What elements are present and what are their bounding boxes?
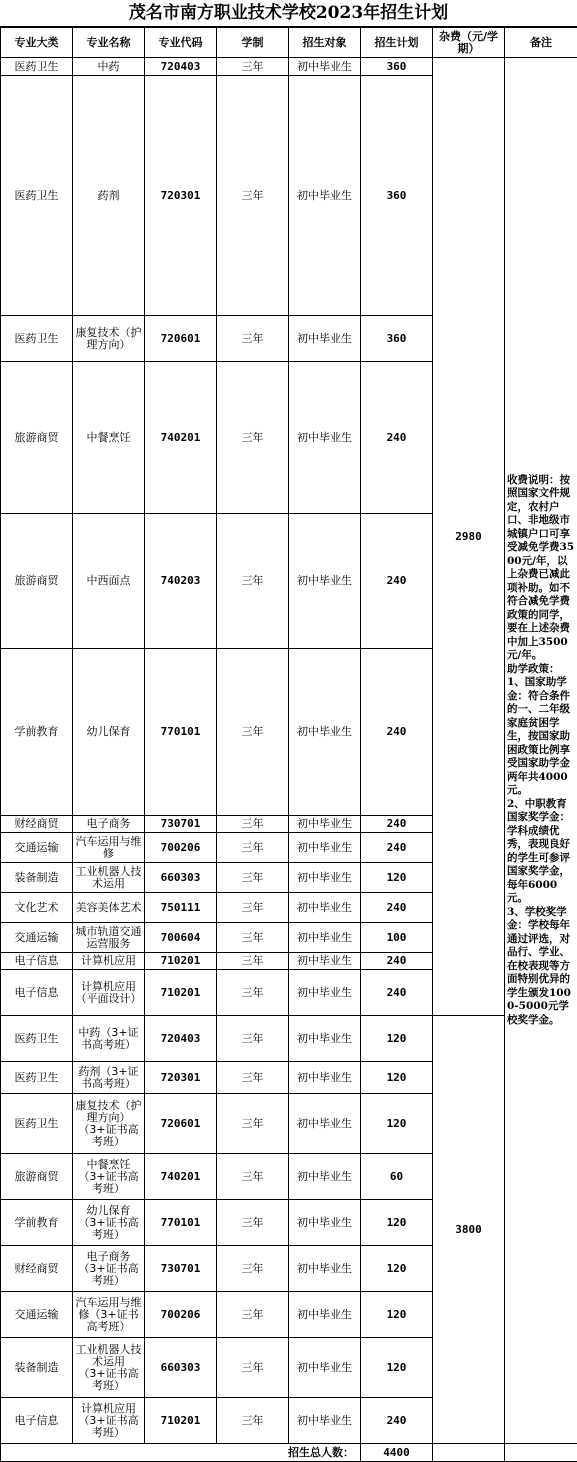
major-cell: 工业机器人技术运用（3+证书高考班） <box>73 1338 145 1398</box>
category-cell: 装备制造 <box>1 1338 73 1398</box>
major-cell: 药剂 <box>73 76 145 316</box>
empty-cell <box>505 1444 577 1462</box>
target-cell: 初中毕业生 <box>289 316 361 362</box>
duration-cell: 三年 <box>217 1398 289 1444</box>
major-cell: 中餐烹饪 <box>73 362 145 514</box>
major-cell: 中药（3+证书高考班） <box>73 1016 145 1062</box>
plan-cell: 360 <box>361 76 433 316</box>
code-cell: 730701 <box>145 1246 217 1292</box>
major-cell: 电子商务（3+证书高考班） <box>73 1246 145 1292</box>
remarks-cell: 收费说明：按照国家文件规定，农村户口、非地级市城镇户口可享受减免学费3500元/年，以上杂费已减此项补助。如不符合减免学费政策的同学，要在上述杂费中加上3500元/年。 助学政策： 1、国家助学金：符合条件的一、二年级家庭贫困学生，按国家助困政策比例享受国家助学金两年共4000元。 2、中职教育国家奖学金：学科成绩优秀，表现良好的学生可参评国家奖学金，每年6000元。 3、学校奖学金：学校每年通过评选，对品行、学业、在校表现等方面特别优异的学生颁发1000-5000元学校奖学金。 <box>505 58 577 1444</box>
category-cell: 旅游商贸 <box>1 514 73 649</box>
plan-cell: 120 <box>361 1094 433 1154</box>
target-cell: 初中毕业生 <box>289 970 361 1016</box>
plan-cell: 360 <box>361 58 433 76</box>
duration-cell: 三年 <box>217 1338 289 1398</box>
category-cell: 医药卫生 <box>1 58 73 76</box>
target-cell: 初中毕业生 <box>289 1094 361 1154</box>
major-cell: 中药 <box>73 58 145 76</box>
duration-cell: 三年 <box>217 76 289 316</box>
target-cell: 初中毕业生 <box>289 362 361 514</box>
code-cell: 730701 <box>145 816 217 833</box>
target-cell: 初中毕业生 <box>289 1398 361 1444</box>
duration-cell: 三年 <box>217 649 289 816</box>
major-cell: 计算机应用（平面设计） <box>73 970 145 1016</box>
total-value: 4400 <box>361 1444 433 1462</box>
category-cell: 文化艺术 <box>1 893 73 923</box>
plan-cell: 240 <box>361 362 433 514</box>
major-cell: 城市轨道交通运营服务 <box>73 923 145 953</box>
category-cell: 医药卫生 <box>1 1094 73 1154</box>
duration-cell: 三年 <box>217 923 289 953</box>
code-cell: 740201 <box>145 1154 217 1200</box>
fee-cell: 3800 <box>433 1016 505 1444</box>
target-cell: 初中毕业生 <box>289 514 361 649</box>
target-cell: 初中毕业生 <box>289 1154 361 1200</box>
category-cell: 旅游商贸 <box>1 1154 73 1200</box>
code-cell: 720601 <box>145 1094 217 1154</box>
plan-cell: 120 <box>361 1062 433 1094</box>
category-cell: 学前教育 <box>1 1200 73 1246</box>
major-cell: 药剂（3+证书高考班） <box>73 1062 145 1094</box>
plan-cell: 240 <box>361 970 433 1016</box>
target-cell: 初中毕业生 <box>289 816 361 833</box>
table-row <box>1 58 577 76</box>
category-cell: 财经商贸 <box>1 1246 73 1292</box>
duration-cell: 三年 <box>217 893 289 923</box>
target-cell: 初中毕业生 <box>289 1016 361 1062</box>
category-cell: 旅游商贸 <box>1 362 73 514</box>
duration-cell: 三年 <box>217 1016 289 1062</box>
major-cell: 幼儿保育（3+证书高考班） <box>73 1200 145 1246</box>
category-cell: 医药卫生 <box>1 1062 73 1094</box>
code-cell: 660303 <box>145 1338 217 1398</box>
duration-cell: 三年 <box>217 816 289 833</box>
code-cell: 740201 <box>145 362 217 514</box>
code-cell: 740203 <box>145 514 217 649</box>
code-cell: 700206 <box>145 833 217 863</box>
target-cell: 初中毕业生 <box>289 833 361 863</box>
header-row <box>1 28 577 58</box>
plan-cell: 240 <box>361 893 433 923</box>
col-header: 招生对象 <box>289 28 361 58</box>
duration-cell: 三年 <box>217 1292 289 1338</box>
target-cell: 初中毕业生 <box>289 76 361 316</box>
duration-cell: 三年 <box>217 1154 289 1200</box>
code-cell: 720301 <box>145 76 217 316</box>
enrollment-table <box>0 27 577 1462</box>
major-cell: 中西面点 <box>73 514 145 649</box>
col-header: 专业名称 <box>73 28 145 58</box>
target-cell: 初中毕业生 <box>289 893 361 923</box>
major-cell: 幼儿保育 <box>73 649 145 816</box>
target-cell: 初中毕业生 <box>289 1292 361 1338</box>
code-cell: 700206 <box>145 1292 217 1338</box>
plan-cell: 60 <box>361 1154 433 1200</box>
category-cell: 交通运输 <box>1 1292 73 1338</box>
target-cell: 初中毕业生 <box>289 953 361 970</box>
col-header: 专业代码 <box>145 28 217 58</box>
target-cell: 初中毕业生 <box>289 58 361 76</box>
category-cell: 交通运输 <box>1 923 73 953</box>
plan-cell: 240 <box>361 649 433 816</box>
page-title: 茂名市南方职业技术学校2023年招生计划 <box>0 0 577 27</box>
plan-cell: 100 <box>361 923 433 953</box>
target-cell: 初中毕业生 <box>289 1200 361 1246</box>
major-cell: 计算机应用 <box>73 953 145 970</box>
plan-cell: 360 <box>361 316 433 362</box>
total-row <box>1 1444 577 1462</box>
category-cell: 医药卫生 <box>1 76 73 316</box>
plan-cell: 240 <box>361 1398 433 1444</box>
major-cell: 电子商务 <box>73 816 145 833</box>
category-cell: 学前教育 <box>1 649 73 816</box>
category-cell: 电子信息 <box>1 970 73 1016</box>
target-cell: 初中毕业生 <box>289 863 361 893</box>
duration-cell: 三年 <box>217 1094 289 1154</box>
target-cell: 初中毕业生 <box>289 649 361 816</box>
major-cell: 康复技术（护理方向）（3+证书高考班） <box>73 1094 145 1154</box>
code-cell: 710201 <box>145 1398 217 1444</box>
category-cell: 医药卫生 <box>1 1016 73 1062</box>
duration-cell: 三年 <box>217 953 289 970</box>
duration-cell: 三年 <box>217 316 289 362</box>
col-header: 专业大类 <box>1 28 73 58</box>
target-cell: 初中毕业生 <box>289 923 361 953</box>
major-cell: 计算机应用（3+证书高考班） <box>73 1398 145 1444</box>
duration-cell: 三年 <box>217 362 289 514</box>
major-cell: 美容美体艺术 <box>73 893 145 923</box>
plan-cell: 240 <box>361 514 433 649</box>
target-cell: 初中毕业生 <box>289 1338 361 1398</box>
col-header: 学制 <box>217 28 289 58</box>
plan-cell: 240 <box>361 816 433 833</box>
code-cell: 770101 <box>145 1200 217 1246</box>
major-cell: 汽车运用与维修 <box>73 833 145 863</box>
empty-cell <box>433 1444 505 1462</box>
plan-cell: 120 <box>361 1338 433 1398</box>
code-cell: 750111 <box>145 893 217 923</box>
major-cell: 康复技术（护理方向） <box>73 316 145 362</box>
code-cell: 660303 <box>145 863 217 893</box>
category-cell: 医药卫生 <box>1 316 73 362</box>
code-cell: 770101 <box>145 649 217 816</box>
duration-cell: 三年 <box>217 1246 289 1292</box>
code-cell: 720301 <box>145 1062 217 1094</box>
code-cell: 720403 <box>145 58 217 76</box>
code-cell: 720403 <box>145 1016 217 1062</box>
major-cell: 汽车运用与维修（3+证书高考班） <box>73 1292 145 1338</box>
plan-cell: 120 <box>361 1292 433 1338</box>
code-cell: 710201 <box>145 970 217 1016</box>
code-cell: 720601 <box>145 316 217 362</box>
category-cell: 电子信息 <box>1 953 73 970</box>
fee-cell: 2980 <box>433 58 505 1016</box>
duration-cell: 三年 <box>217 58 289 76</box>
code-cell: 710201 <box>145 953 217 970</box>
major-cell: 工业机器人技术运用 <box>73 863 145 893</box>
col-header: 备注 <box>505 28 577 58</box>
target-cell: 初中毕业生 <box>289 1062 361 1094</box>
total-label: 招生总人数： <box>1 1444 361 1462</box>
category-cell: 电子信息 <box>1 1398 73 1444</box>
duration-cell: 三年 <box>217 1062 289 1094</box>
duration-cell: 三年 <box>217 863 289 893</box>
plan-cell: 240 <box>361 833 433 863</box>
plan-cell: 240 <box>361 953 433 970</box>
category-cell: 交通运输 <box>1 833 73 863</box>
plan-cell: 120 <box>361 863 433 893</box>
plan-cell: 120 <box>361 1200 433 1246</box>
duration-cell: 三年 <box>217 514 289 649</box>
category-cell: 财经商贸 <box>1 816 73 833</box>
col-header: 招生计划 <box>361 28 433 58</box>
target-cell: 初中毕业生 <box>289 1246 361 1292</box>
duration-cell: 三年 <box>217 833 289 863</box>
category-cell: 装备制造 <box>1 863 73 893</box>
duration-cell: 三年 <box>217 970 289 1016</box>
col-header: 杂费（元/学期） <box>433 28 505 58</box>
plan-cell: 120 <box>361 1016 433 1062</box>
duration-cell: 三年 <box>217 1200 289 1246</box>
plan-cell: 120 <box>361 1246 433 1292</box>
major-cell: 中餐烹饪（3+证书高考班） <box>73 1154 145 1200</box>
table-row <box>1 1016 577 1062</box>
code-cell: 700604 <box>145 923 217 953</box>
